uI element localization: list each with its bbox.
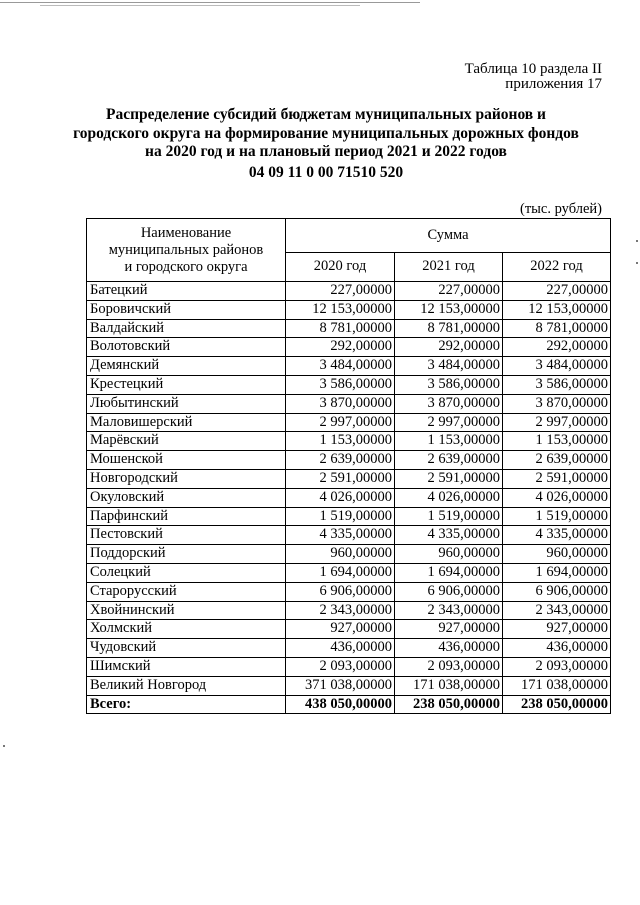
amount-cell: 12 153,00000 <box>503 300 611 319</box>
title-line: городского округа на формирование муниципальных дорожных фондов <box>73 124 579 142</box>
district-name: Валдайский <box>87 319 286 338</box>
amount-cell: 4 335,00000 <box>395 526 503 545</box>
table-reference-line: приложения 17 <box>505 76 602 92</box>
amount-cell: 6 906,00000 <box>503 582 611 601</box>
units-label: (тыс. рублей) <box>520 201 602 217</box>
amount-cell: 2 997,00000 <box>286 413 395 432</box>
column-header-year: 2022 год <box>503 253 611 282</box>
district-name: Новгородский <box>87 469 286 488</box>
amount-cell: 292,00000 <box>503 338 611 357</box>
amount-cell: 2 343,00000 <box>503 601 611 620</box>
amount-cell: 3 870,00000 <box>395 394 503 413</box>
amount-cell: 927,00000 <box>286 620 395 639</box>
district-name: Пестовский <box>87 526 286 545</box>
table-row <box>87 413 611 432</box>
column-header-year: 2020 год <box>286 253 395 282</box>
district-name: Поддорский <box>87 545 286 564</box>
amount-cell: 3 484,00000 <box>286 357 395 376</box>
column-header-name <box>87 219 286 282</box>
district-name: Крестецкий <box>87 375 286 394</box>
budget-code: 04 09 11 0 00 71510 520 <box>248 164 404 181</box>
amount-cell: 3 484,00000 <box>395 357 503 376</box>
amount-cell: 12 153,00000 <box>286 300 395 319</box>
column-header-year: 2021 год <box>395 253 503 282</box>
amount-cell: 3 870,00000 <box>286 394 395 413</box>
amount-cell: 3 484,00000 <box>503 357 611 376</box>
amount-cell: 1 153,00000 <box>503 432 611 451</box>
table-row <box>87 357 611 376</box>
amount-cell: 4 335,00000 <box>286 526 395 545</box>
district-name: Холмский <box>87 620 286 639</box>
district-name: Демянский <box>87 357 286 376</box>
total-amount-cell: 438 050,00000 <box>286 695 395 714</box>
district-name: Батецкий <box>87 282 286 301</box>
table-row <box>87 526 611 545</box>
amount-cell: 4 026,00000 <box>286 488 395 507</box>
amount-cell: 2 639,00000 <box>503 451 611 470</box>
amount-cell: 6 906,00000 <box>286 582 395 601</box>
scan-artifact-line <box>0 2 420 3</box>
district-name: Волотовский <box>87 338 286 357</box>
district-name: Шимский <box>87 657 286 676</box>
total-amount-cell: 238 050,00000 <box>503 695 611 714</box>
district-name: Мошенской <box>87 451 286 470</box>
total-label: Всего: <box>87 695 286 714</box>
amount-cell: 1 519,00000 <box>503 507 611 526</box>
scan-speck <box>636 262 638 264</box>
amount-cell: 1 153,00000 <box>395 432 503 451</box>
header-text: Наименование <box>140 224 232 241</box>
amount-cell: 1 694,00000 <box>286 563 395 582</box>
district-name: Чудовский <box>87 639 286 658</box>
amount-cell: 1 519,00000 <box>286 507 395 526</box>
table-row <box>87 451 611 470</box>
amount-cell: 960,00000 <box>286 545 395 564</box>
amount-cell: 12 153,00000 <box>395 300 503 319</box>
amount-cell: 2 639,00000 <box>395 451 503 470</box>
district-name: Парфинский <box>87 507 286 526</box>
table-row <box>87 639 611 658</box>
table-row <box>87 319 611 338</box>
amount-cell: 1 153,00000 <box>286 432 395 451</box>
amount-cell: 171 038,00000 <box>503 676 611 695</box>
amount-cell: 960,00000 <box>395 545 503 564</box>
table-row <box>87 488 611 507</box>
table-total-row <box>87 695 611 714</box>
table-row <box>87 469 611 488</box>
document-title <box>60 106 592 162</box>
scan-artifact-line <box>40 5 360 6</box>
amount-cell: 3 586,00000 <box>286 375 395 394</box>
amount-cell: 1 694,00000 <box>395 563 503 582</box>
scan-speck <box>636 240 638 242</box>
amount-cell: 227,00000 <box>286 282 395 301</box>
amount-cell: 2 093,00000 <box>395 657 503 676</box>
amount-cell: 227,00000 <box>503 282 611 301</box>
amount-cell: 171 038,00000 <box>395 676 503 695</box>
table-row <box>87 432 611 451</box>
district-name: Солецкий <box>87 563 286 582</box>
table-header-row <box>87 219 611 253</box>
amount-cell: 436,00000 <box>395 639 503 658</box>
amount-cell: 292,00000 <box>286 338 395 357</box>
amount-cell: 4 026,00000 <box>503 488 611 507</box>
district-name: Окуловский <box>87 488 286 507</box>
amount-cell: 4 026,00000 <box>395 488 503 507</box>
table-row <box>87 338 611 357</box>
amount-cell: 960,00000 <box>503 545 611 564</box>
amount-cell: 371 038,00000 <box>286 676 395 695</box>
amount-cell: 1 519,00000 <box>395 507 503 526</box>
table-row <box>87 563 611 582</box>
table-reference <box>465 62 602 92</box>
table-row <box>87 300 611 319</box>
amount-cell: 436,00000 <box>286 639 395 658</box>
amount-cell: 3 586,00000 <box>503 375 611 394</box>
scan-speck <box>3 745 5 747</box>
amount-cell: 2 591,00000 <box>503 469 611 488</box>
amount-cell: 2 093,00000 <box>503 657 611 676</box>
table-row <box>87 676 611 695</box>
amount-cell: 927,00000 <box>503 620 611 639</box>
table-row <box>87 282 611 301</box>
amount-cell: 6 906,00000 <box>395 582 503 601</box>
column-header-sum: Сумма <box>286 219 611 253</box>
district-name: Хвойнинский <box>87 601 286 620</box>
table-row <box>87 375 611 394</box>
table-row <box>87 507 611 526</box>
district-name: Боровичский <box>87 300 286 319</box>
table-row <box>87 657 611 676</box>
amount-cell: 227,00000 <box>395 282 503 301</box>
table-row <box>87 620 611 639</box>
header-text: и городского округа <box>124 258 248 275</box>
amount-cell: 3 586,00000 <box>395 375 503 394</box>
amount-cell: 2 997,00000 <box>395 413 503 432</box>
district-name: Любытинский <box>87 394 286 413</box>
title-line: Распределение субсидий бюджетам муниципальных районов и <box>106 106 546 123</box>
table-row <box>87 582 611 601</box>
district-name: Великий Новгород <box>87 676 286 695</box>
district-name: Старорусский <box>87 582 286 601</box>
amount-cell: 1 694,00000 <box>503 563 611 582</box>
table-row <box>87 394 611 413</box>
amount-cell: 927,00000 <box>395 620 503 639</box>
amount-cell: 2 591,00000 <box>395 469 503 488</box>
amount-cell: 2 343,00000 <box>286 601 395 620</box>
amount-cell: 2 997,00000 <box>503 413 611 432</box>
amount-cell: 2 343,00000 <box>395 601 503 620</box>
title-line: на 2020 год и на плановый период 2021 и 2022 годов <box>145 143 507 160</box>
table-reference-line: Таблица 10 раздела II <box>464 61 602 77</box>
header-text: муниципальных районов <box>108 241 264 258</box>
amount-cell: 436,00000 <box>503 639 611 658</box>
amount-cell: 292,00000 <box>395 338 503 357</box>
total-amount-cell: 238 050,00000 <box>395 695 503 714</box>
amount-cell: 8 781,00000 <box>503 319 611 338</box>
amount-cell: 3 870,00000 <box>503 394 611 413</box>
amount-cell: 2 093,00000 <box>286 657 395 676</box>
table-row <box>87 601 611 620</box>
amount-cell: 8 781,00000 <box>395 319 503 338</box>
district-name: Марёвский <box>87 432 286 451</box>
amount-cell: 2 591,00000 <box>286 469 395 488</box>
district-name: Маловишерский <box>87 413 286 432</box>
amount-cell: 4 335,00000 <box>503 526 611 545</box>
amount-cell: 2 639,00000 <box>286 451 395 470</box>
table-row <box>87 545 611 564</box>
subsidy-table <box>86 218 611 714</box>
amount-cell: 8 781,00000 <box>286 319 395 338</box>
